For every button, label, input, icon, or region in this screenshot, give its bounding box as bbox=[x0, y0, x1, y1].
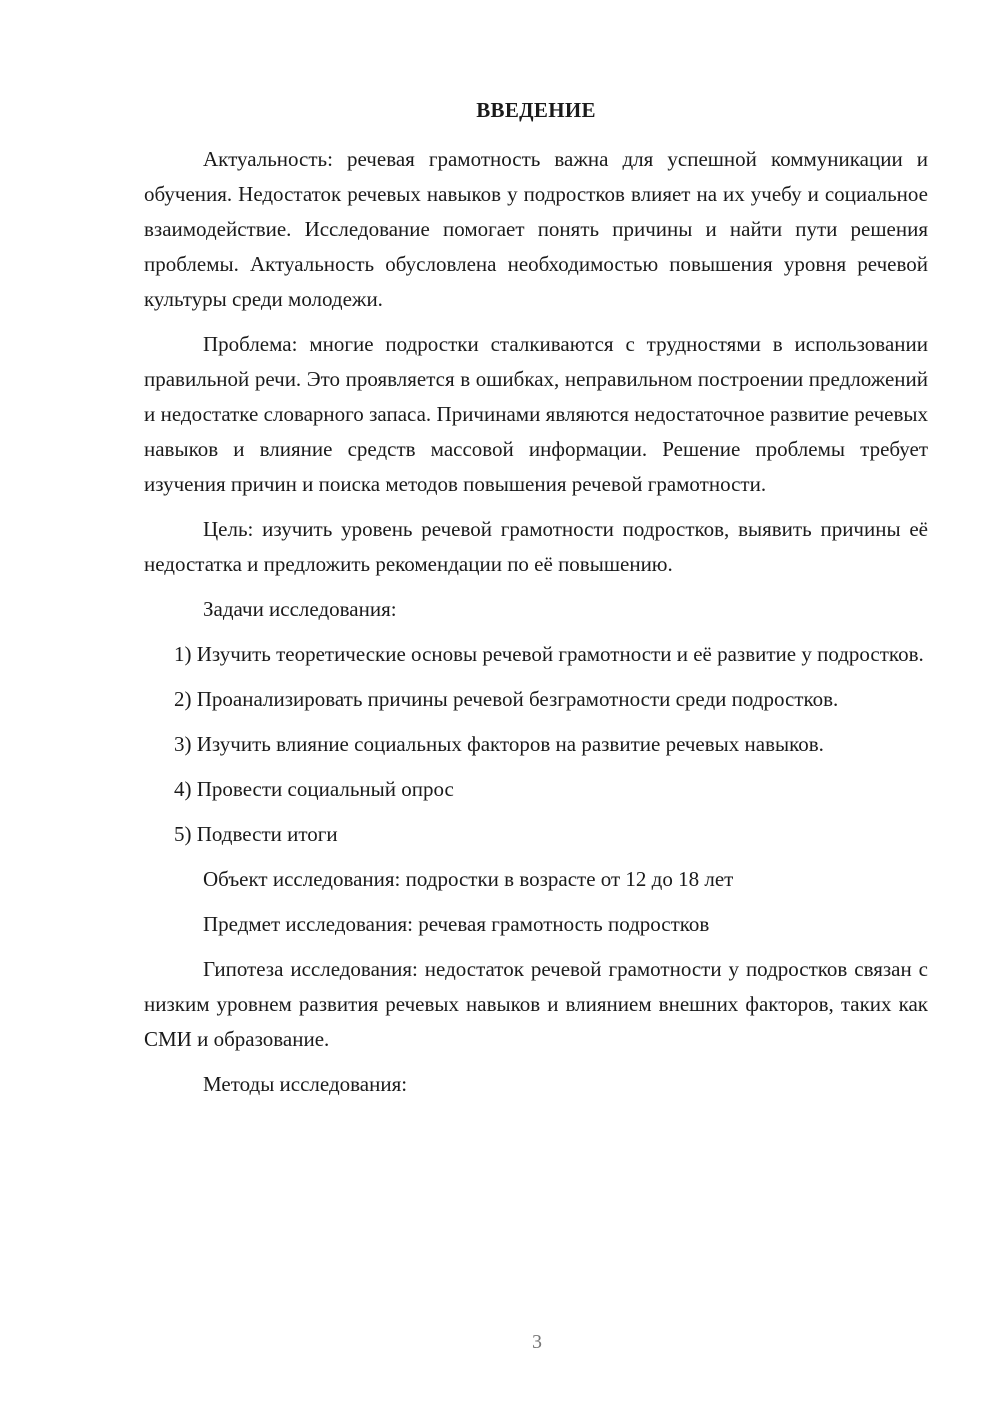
task-item-4: 4) Провести социальный опрос bbox=[174, 777, 454, 801]
research-hypothesis: Гипотеза исследования: недостаток речевой грамотности у подростков связан с низким уровнем развития речевых навыков и влиянием внешних факторов, таких как СМИ и образование. bbox=[144, 957, 928, 1051]
section-title: ВВЕДЕНИЕ bbox=[476, 98, 596, 122]
goal-paragraph: Цель: изучить уровень речевой грамотности подростков, выявить причины её недостатка и предложить рекомендации по её повышению. bbox=[144, 517, 928, 576]
relevance-paragraph: Актуальность: речевая грамотность важна для успешной коммуникации и обучения. Недостаток речевых навыков у подростков влияет на их учебу и социальное взаимодействие. Исследование помогает понять причины и найти пути решения проблемы. Актуальность обусловлена необходимостью повышения уровня речевой культуры среди молодежи. bbox=[144, 147, 928, 311]
task-item-5: 5) Подвести итоги bbox=[174, 822, 338, 846]
methods-heading: Методы исследования: bbox=[203, 1072, 408, 1096]
task-item-1: 1) Изучить теоретические основы речевой грамотности и её развитие у подростков. bbox=[174, 642, 924, 666]
research-subject: Предмет исследования: речевая грамотность подростков bbox=[203, 912, 710, 936]
task-item-2: 2) Проанализировать причины речевой безграмотности среди подростков. bbox=[174, 687, 839, 711]
tasks-heading: Задачи исследования: bbox=[203, 597, 397, 621]
page-number: 3 bbox=[532, 1331, 542, 1353]
page-content bbox=[144, 92, 928, 1112]
task-item-3: 3) Изучить влияние социальных факторов на развитие речевых навыков. bbox=[174, 732, 824, 756]
problem-paragraph: Проблема: многие подростки сталкиваются с трудностями в использовании правильной речи. Это проявляется в ошибках, неправильном построении предложений и недостатке словарного запаса. Причинами являются недостаточное развитие речевых навыков и влияние средств массовой информации. Решение проблемы требует изучения причин и поиска методов повышения речевой грамотности. bbox=[144, 332, 928, 496]
research-object: Объект исследования: подростки в возрасте от 12 до 18 лет bbox=[203, 867, 734, 891]
